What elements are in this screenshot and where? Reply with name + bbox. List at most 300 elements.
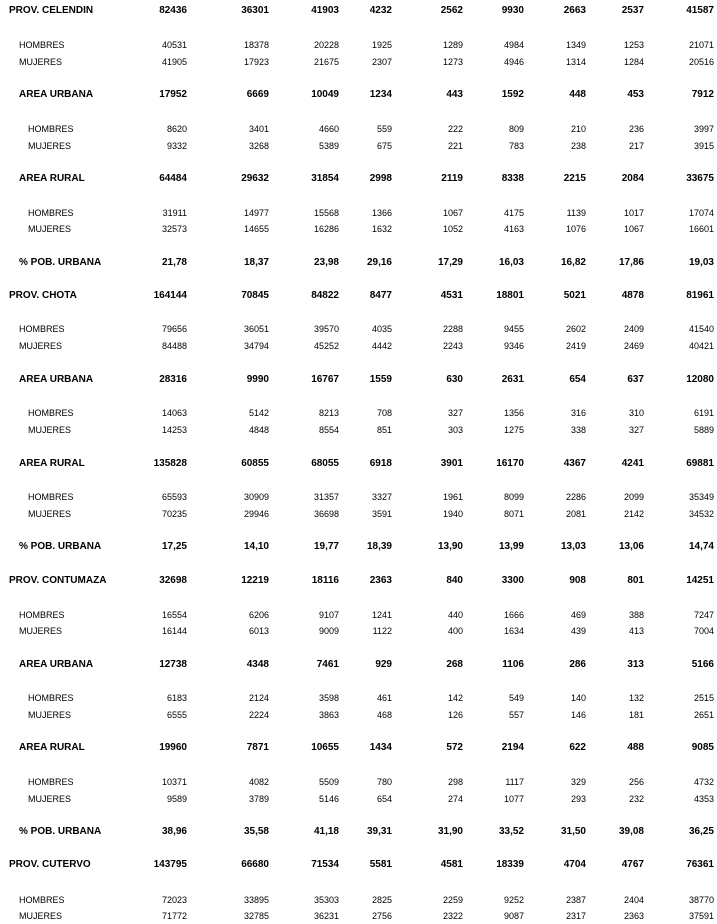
- table-cell: 33675: [686, 173, 714, 184]
- table-cell: 2224: [248, 710, 269, 720]
- table-cell: 4367: [563, 458, 586, 469]
- table-cell: 72023: [161, 895, 187, 905]
- table-cell: 3863: [318, 710, 339, 720]
- table-cell: 36051: [243, 324, 269, 334]
- table-cell: 41905: [161, 57, 187, 67]
- sex-row: [0, 339, 717, 353]
- table-cell: 3401: [248, 124, 269, 134]
- table-cell: 65593: [161, 492, 187, 502]
- table-cell: 274: [447, 794, 463, 804]
- table-cell: 1017: [623, 208, 644, 218]
- row-label: MUJERES: [19, 911, 63, 921]
- table-cell: 76361: [686, 859, 714, 870]
- table-cell: 4175: [503, 208, 524, 218]
- sex-row: [0, 322, 717, 336]
- area-sex-row: [0, 691, 717, 705]
- table-cell: 2631: [501, 374, 524, 385]
- table-cell: 2562: [440, 5, 463, 16]
- table-cell: 559: [376, 124, 392, 134]
- table-cell: 31854: [311, 173, 339, 184]
- table-cell: 38770: [688, 895, 714, 905]
- table-cell: 2404: [623, 895, 644, 905]
- table-cell: 3789: [248, 794, 269, 804]
- table-cell: 66680: [241, 859, 269, 870]
- table-cell: 1076: [565, 224, 586, 234]
- table-cell: 19,77: [313, 541, 339, 552]
- table-cell: 1234: [369, 89, 392, 100]
- table-cell: 2317: [565, 911, 586, 921]
- table-cell: 39,31: [366, 826, 392, 837]
- area-sex-row: [0, 490, 717, 504]
- table-cell: 20228: [313, 40, 339, 50]
- table-cell: 17074: [688, 208, 714, 218]
- table-cell: 9332: [166, 141, 187, 151]
- area-sex-row: [0, 792, 717, 806]
- table-cell: 2651: [693, 710, 714, 720]
- table-cell: 2322: [442, 911, 463, 921]
- area-row: [0, 658, 717, 672]
- table-cell: 13,06: [618, 541, 644, 552]
- table-cell: 327: [628, 425, 644, 435]
- area-row: [0, 88, 717, 102]
- table-cell: 7247: [693, 610, 714, 620]
- area-sex-row: [0, 406, 717, 420]
- table-cell: 82436: [159, 5, 187, 16]
- row-label: MUJERES: [28, 141, 72, 151]
- table-cell: 238: [570, 141, 586, 151]
- row-label: PROV. CONTUMAZA: [9, 575, 107, 586]
- table-cell: 8099: [503, 492, 524, 502]
- table-cell: 140: [570, 693, 586, 703]
- table-cell: 400: [447, 626, 463, 636]
- sex-row: [0, 624, 717, 638]
- table-cell: 31357: [313, 492, 339, 502]
- table-cell: 2243: [442, 341, 463, 351]
- table-cell: 164144: [153, 290, 187, 301]
- table-cell: 3268: [248, 141, 269, 151]
- table-cell: 9990: [246, 374, 269, 385]
- table-cell: 6555: [166, 710, 187, 720]
- row-label: AREA RURAL: [19, 742, 85, 753]
- sex-row: [0, 893, 717, 907]
- row-label: % POB. URBANA: [19, 541, 102, 552]
- table-cell: 14655: [243, 224, 269, 234]
- table-cell: 4232: [369, 5, 392, 16]
- area-row: [0, 741, 717, 755]
- sex-row: [0, 909, 717, 923]
- row-label: MUJERES: [19, 626, 63, 636]
- table-cell: 15568: [313, 208, 339, 218]
- table-cell: 4946: [503, 57, 524, 67]
- table-cell: 6191: [693, 408, 714, 418]
- table-cell: 1961: [442, 492, 463, 502]
- table-cell: 32573: [161, 224, 187, 234]
- percent-urban-row: [0, 825, 717, 839]
- table-cell: 3915: [693, 141, 714, 151]
- table-cell: 13,99: [498, 541, 524, 552]
- table-cell: 908: [569, 575, 586, 586]
- table-cell: 313: [627, 659, 644, 670]
- table-cell: 5142: [248, 408, 269, 418]
- row-label: AREA RURAL: [19, 173, 85, 184]
- row-label: AREA URBANA: [19, 659, 94, 670]
- table-cell: 1666: [503, 610, 524, 620]
- table-cell: 1106: [502, 659, 524, 670]
- table-cell: 4878: [621, 290, 644, 301]
- table-cell: 18,37: [243, 257, 269, 268]
- table-cell: 18378: [243, 40, 269, 50]
- table-cell: 38,96: [161, 826, 187, 837]
- table-cell: 388: [628, 610, 644, 620]
- table-cell: 18,39: [366, 541, 392, 552]
- table-cell: 2081: [565, 509, 586, 519]
- table-cell: 5146: [318, 794, 339, 804]
- table-cell: 2419: [565, 341, 586, 351]
- table-cell: 14251: [686, 575, 714, 586]
- table-cell: 36698: [313, 509, 339, 519]
- row-label: HOMBRES: [19, 610, 65, 620]
- row-label: MUJERES: [28, 425, 72, 435]
- table-cell: 1940: [442, 509, 463, 519]
- table-cell: 4442: [371, 341, 392, 351]
- table-cell: 2602: [565, 324, 586, 334]
- table-cell: 34794: [243, 341, 269, 351]
- table-cell: 1052: [442, 224, 463, 234]
- table-cell: 9107: [318, 610, 339, 620]
- table-cell: 30909: [243, 492, 269, 502]
- table-cell: 31911: [162, 208, 187, 218]
- sex-row: [0, 608, 717, 622]
- table-cell: 1273: [442, 57, 463, 67]
- table-cell: 14,10: [243, 541, 269, 552]
- table-cell: 16286: [313, 224, 339, 234]
- area-sex-row: [0, 708, 717, 722]
- area-sex-row: [0, 775, 717, 789]
- table-cell: 4082: [248, 777, 269, 787]
- table-cell: 142: [447, 693, 463, 703]
- table-cell: 70235: [161, 509, 187, 519]
- table-cell: 32698: [159, 575, 187, 586]
- row-label: HOMBRES: [19, 324, 65, 334]
- table-cell: 12219: [241, 575, 269, 586]
- area-row: [0, 457, 717, 471]
- table-cell: 71772: [161, 911, 187, 921]
- table-cell: 17,29: [437, 257, 463, 268]
- table-cell: 21675: [313, 57, 339, 67]
- table-cell: 3327: [371, 492, 392, 502]
- table-cell: 338: [570, 425, 586, 435]
- table-cell: 3598: [318, 693, 339, 703]
- table-cell: 146: [570, 710, 586, 720]
- table-cell: 557: [508, 710, 524, 720]
- table-cell: 33895: [243, 895, 269, 905]
- table-cell: 8620: [166, 124, 187, 134]
- table-cell: 35,58: [243, 826, 269, 837]
- table-cell: 801: [627, 575, 644, 586]
- table-cell: 16601: [688, 224, 714, 234]
- table-cell: 637: [627, 374, 644, 385]
- table-cell: 4163: [503, 224, 524, 234]
- table-cell: 809: [508, 124, 524, 134]
- table-cell: 440: [447, 610, 463, 620]
- table-cell: 60855: [241, 458, 269, 469]
- table-cell: 2307: [371, 57, 392, 67]
- table-cell: 81961: [686, 290, 714, 301]
- row-label: PROV. CELENDIN: [9, 5, 94, 16]
- sex-row: [0, 55, 717, 69]
- table-cell: 126: [447, 710, 463, 720]
- table-cell: 468: [376, 710, 392, 720]
- table-cell: 14063: [161, 408, 187, 418]
- table-cell: 1253: [623, 40, 644, 50]
- table-cell: 929: [375, 659, 392, 670]
- table-cell: 4984: [503, 40, 524, 50]
- table-cell: 9087: [503, 911, 524, 921]
- table-cell: 448: [569, 89, 586, 100]
- table-cell: 18801: [496, 290, 524, 301]
- table-cell: 1366: [371, 208, 392, 218]
- table-cell: 1559: [369, 374, 392, 385]
- row-label: % POB. URBANA: [19, 257, 102, 268]
- table-cell: 675: [376, 141, 392, 151]
- table-cell: 13,03: [560, 541, 586, 552]
- table-cell: 33,52: [498, 826, 524, 837]
- table-cell: 221: [447, 141, 463, 151]
- table-cell: 217: [628, 141, 644, 151]
- province-row: [0, 574, 717, 588]
- table-cell: 135828: [153, 458, 187, 469]
- table-cell: 232: [628, 794, 644, 804]
- table-cell: 630: [446, 374, 463, 385]
- table-cell: 21,78: [161, 257, 187, 268]
- table-cell: 2119: [441, 173, 463, 184]
- table-cell: 2363: [623, 911, 644, 921]
- table-cell: 2142: [623, 509, 644, 519]
- table-cell: 31,50: [560, 826, 586, 837]
- table-cell: 303: [447, 425, 463, 435]
- table-cell: 2469: [623, 341, 644, 351]
- row-label: HOMBRES: [28, 208, 74, 218]
- table-cell: 572: [446, 742, 463, 753]
- table-cell: 28316: [159, 374, 187, 385]
- table-cell: 780: [376, 777, 392, 787]
- table-cell: 2194: [501, 742, 524, 753]
- table-cell: 654: [376, 794, 392, 804]
- table-cell: 2124: [248, 693, 269, 703]
- table-cell: 2387: [565, 895, 586, 905]
- table-cell: 5581: [369, 859, 392, 870]
- row-label: MUJERES: [28, 794, 72, 804]
- table-cell: 7004: [693, 626, 714, 636]
- table-cell: 6013: [248, 626, 269, 636]
- table-cell: 5166: [691, 659, 714, 670]
- table-cell: 2259: [442, 895, 463, 905]
- table-cell: 1077: [503, 794, 524, 804]
- row-label: PROV. CUTERVO: [9, 859, 91, 870]
- table-cell: 17,86: [618, 257, 644, 268]
- province-row: [0, 858, 717, 872]
- table-cell: 1349: [565, 40, 586, 50]
- area-sex-row: [0, 139, 717, 153]
- row-label: MUJERES: [28, 509, 72, 519]
- table-cell: 20516: [688, 57, 714, 67]
- area-sex-row: [0, 507, 717, 521]
- table-cell: 19,03: [688, 257, 714, 268]
- table-cell: 6183: [166, 693, 187, 703]
- percent-urban-row: [0, 256, 717, 270]
- table-cell: 2215: [563, 173, 586, 184]
- table-cell: 783: [508, 141, 524, 151]
- table-cell: 2998: [369, 173, 392, 184]
- row-label: HOMBRES: [28, 693, 74, 703]
- table-cell: 9252: [503, 895, 524, 905]
- table-cell: 8477: [369, 290, 392, 301]
- table-cell: 6918: [369, 458, 392, 469]
- table-cell: 5509: [318, 777, 339, 787]
- table-cell: 36,25: [688, 826, 714, 837]
- table-cell: 6669: [246, 89, 269, 100]
- table-cell: 2409: [623, 324, 644, 334]
- table-cell: 1122: [372, 626, 392, 636]
- table-cell: 17923: [243, 57, 269, 67]
- row-label: AREA RURAL: [19, 458, 85, 469]
- table-cell: 286: [569, 659, 586, 670]
- table-cell: 2756: [371, 911, 392, 921]
- table-cell: 4767: [621, 859, 644, 870]
- table-cell: 4353: [693, 794, 714, 804]
- table-cell: 29946: [243, 509, 269, 519]
- table-cell: 3901: [440, 458, 463, 469]
- table-cell: 654: [569, 374, 586, 385]
- table-cell: 622: [569, 742, 586, 753]
- table-cell: 79656: [161, 324, 187, 334]
- table-cell: 16,03: [498, 257, 524, 268]
- table-cell: 35303: [313, 895, 339, 905]
- table-cell: 222: [447, 124, 463, 134]
- table-cell: 3300: [501, 575, 524, 586]
- table-cell: 4241: [621, 458, 644, 469]
- table-cell: 708: [376, 408, 392, 418]
- row-label: PROV. CHOTA: [9, 290, 77, 301]
- table-cell: 10049: [311, 89, 339, 100]
- table-cell: 3997: [693, 124, 714, 134]
- table-cell: 1139: [566, 208, 586, 218]
- table-cell: 4531: [440, 290, 463, 301]
- row-label: AREA URBANA: [19, 374, 94, 385]
- table-cell: 2288: [442, 324, 463, 334]
- table-cell: 4704: [563, 859, 586, 870]
- table-cell: 41,18: [313, 826, 339, 837]
- table-cell: 8554: [318, 425, 339, 435]
- table-cell: 9930: [501, 5, 524, 16]
- table-cell: 13,90: [437, 541, 463, 552]
- table-cell: 329: [570, 777, 586, 787]
- row-label: HOMBRES: [28, 124, 74, 134]
- province-row: [0, 4, 717, 18]
- table-cell: 9589: [166, 794, 187, 804]
- table-cell: 18339: [496, 859, 524, 870]
- table-cell: 1241: [371, 610, 392, 620]
- row-label: HOMBRES: [28, 408, 74, 418]
- table-cell: 1356: [503, 408, 524, 418]
- table-cell: 19960: [159, 742, 187, 753]
- table-cell: 5021: [563, 290, 586, 301]
- table-cell: 1289: [442, 40, 463, 50]
- table-cell: 31,90: [437, 826, 463, 837]
- sex-row: [0, 38, 717, 52]
- area-row: [0, 373, 717, 387]
- table-cell: 32785: [243, 911, 269, 921]
- table-cell: 8071: [503, 509, 524, 519]
- row-label: HOMBRES: [19, 895, 65, 905]
- table-cell: 9085: [691, 742, 714, 753]
- table-cell: 36231: [313, 911, 339, 921]
- table-cell: 256: [628, 777, 644, 787]
- row-label: HOMBRES: [28, 777, 74, 787]
- table-cell: 4660: [318, 124, 339, 134]
- table-cell: 68055: [311, 458, 339, 469]
- table-cell: 41587: [686, 5, 714, 16]
- table-cell: 16554: [161, 610, 187, 620]
- table-cell: 14,74: [688, 541, 714, 552]
- table-cell: 34532: [688, 509, 714, 519]
- table-cell: 21071: [688, 40, 714, 50]
- table-cell: 310: [628, 408, 644, 418]
- table-cell: 316: [570, 408, 586, 418]
- table-cell: 64484: [159, 173, 187, 184]
- table-cell: 143795: [153, 859, 187, 870]
- table-cell: 2099: [623, 492, 644, 502]
- table-cell: 3591: [371, 509, 392, 519]
- table-cell: 9009: [318, 626, 339, 636]
- table-cell: 14253: [161, 425, 187, 435]
- table-cell: 1067: [442, 208, 463, 218]
- table-cell: 293: [570, 794, 586, 804]
- table-cell: 39570: [313, 324, 339, 334]
- table-cell: 2515: [693, 693, 714, 703]
- table-cell: 36301: [241, 5, 269, 16]
- table-cell: 41540: [688, 324, 714, 334]
- table-cell: 327: [447, 408, 463, 418]
- row-label: MUJERES: [19, 341, 63, 351]
- row-label: MUJERES: [28, 710, 72, 720]
- table-cell: 8338: [501, 173, 524, 184]
- table-cell: 439: [570, 626, 586, 636]
- table-cell: 2286: [565, 492, 586, 502]
- table-cell: 1314: [565, 57, 586, 67]
- table-cell: 71534: [311, 859, 339, 870]
- row-label: % POB. URBANA: [19, 826, 102, 837]
- table-cell: 17,25: [161, 541, 187, 552]
- table-cell: 4581: [440, 859, 463, 870]
- table-cell: 9455: [503, 324, 524, 334]
- table-cell: 40531: [161, 40, 187, 50]
- area-sex-row: [0, 423, 717, 437]
- table-cell: 69881: [686, 458, 714, 469]
- table-cell: 16170: [496, 458, 524, 469]
- table-cell: 1592: [501, 89, 524, 100]
- table-cell: 298: [447, 777, 463, 787]
- table-cell: 35349: [688, 492, 714, 502]
- table-cell: 413: [628, 626, 644, 636]
- area-sex-row: [0, 206, 717, 220]
- table-cell: 132: [628, 693, 644, 703]
- area-sex-row: [0, 122, 717, 136]
- table-cell: 1632: [371, 224, 392, 234]
- table-cell: 2663: [563, 5, 586, 16]
- table-cell: 45252: [313, 341, 339, 351]
- table-cell: 210: [570, 124, 586, 134]
